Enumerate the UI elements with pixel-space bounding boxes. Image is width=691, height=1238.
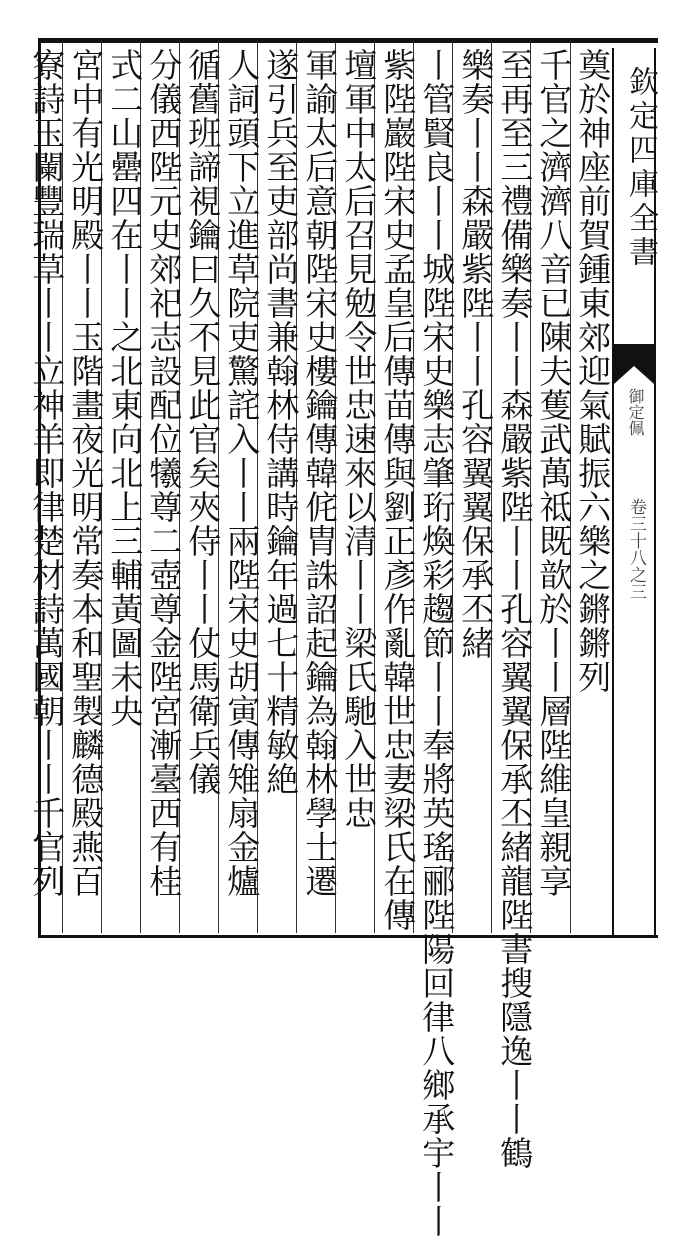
text-column-6: 紫陛巖陛宋史孟皇后傳苗傳與劉正彥作亂韓世忠妻梁氏在傳 — [378, 48, 418, 932]
text-column-3: 至再至三禮備樂奏丨丨森嚴紫陛丨丨孔容翼翼保承丕緒龍陛書搜隱逸丨丨鶴 — [495, 48, 535, 1170]
text-column-15: 寮詩玉闌豐瑞草丨丨立神羊即律楚材詩萬國朝丨丨千官列 — [27, 48, 67, 898]
fishtail-mark-icon — [614, 344, 654, 384]
text-column-4: 樂奏丨丨森嚴紫陛丨丨孔容翼翼保承丕緒 — [456, 48, 496, 660]
volume-label: 卷三十八之三 — [626, 498, 646, 600]
text-column-13: 式二山罍四在丨丨之北東向北上三輔黃圖未央 — [105, 48, 145, 728]
text-column-8: 軍諭太后意朝陛宋史樓鑰傳韓侂胄誅詔起鑰為翰林學士遷 — [300, 48, 340, 898]
text-column-9: 遂引兵至吏部尚書兼翰林侍講時鑰年過七十精敏絶 — [261, 48, 301, 796]
text-column-5: 丨管賢良丨丨城陛宋史樂志肇珩煥彩趨節丨丨奉將英瑤郦陛陽回律八鄉承宇丨丨 — [417, 48, 457, 1238]
text-column-10: 人詞頭下立進草院吏驚詫入丨丨兩陛宋史胡寅傳雉扇金爐 — [222, 48, 262, 898]
margin-subtitle: 御定佩 — [626, 388, 645, 436]
book-title: 欽定四庫全書 — [623, 66, 658, 270]
margin-column — [612, 48, 656, 938]
text-column-2: 千官之濟濟八音已陳夫蒦武萬祗既歆於丨丨層陛維皇親享 — [534, 48, 574, 898]
text-column-11: 循舊班諦視鑰曰久不見此官矣夾侍丨丨仗馬衛兵儀 — [183, 48, 223, 796]
text-column-7: 壇軍中太后召見勉令世忠速來以清丨丨梁氏馳入世忠 — [339, 48, 379, 830]
text-column-14: 宮中有光明殿丨丨玉階畫夜光明常奏本和聖製麟德殿燕百 — [66, 48, 106, 898]
text-column-12: 分儀西陛元史郊祀志設配位犧尊二壺尊金陛宮漸臺西有桂 — [144, 48, 184, 898]
text-column-1: 奠於神座前賀鍾東郊迎氣賦振六樂之鏘鏘列 — [573, 48, 613, 694]
